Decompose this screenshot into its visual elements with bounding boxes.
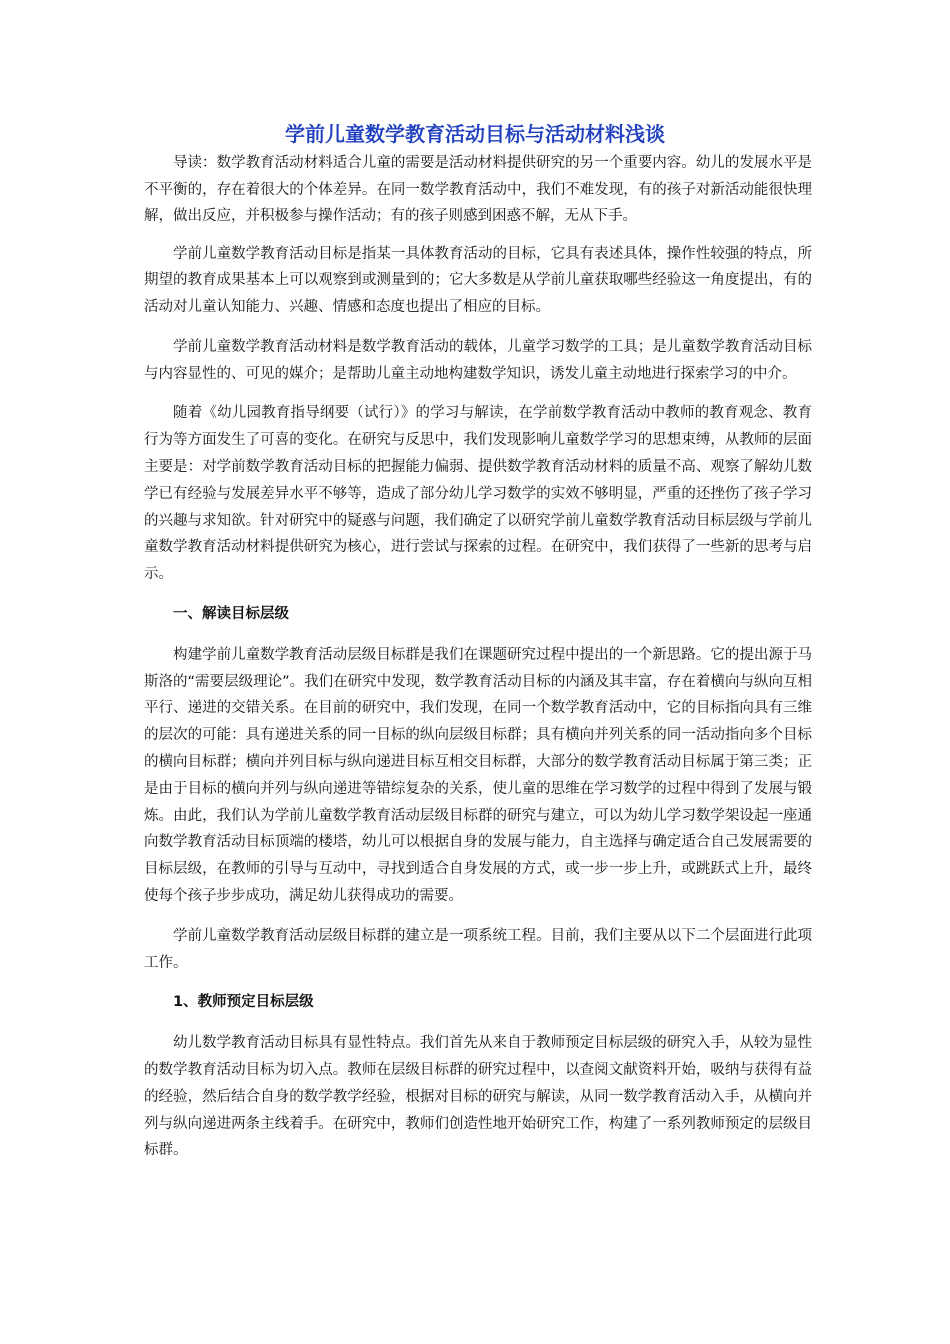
intro-paragraph: 导读：数学教育活动材料适合儿童的需要是活动材料提供研究的另一个重要内容。幼儿的发展水平是不平衡的，存在着很大的个体差异。在同一数学教育活动中，我们不难发现，有的孩子对新活动能很快理解，做出反应，并积极参与操作活动；有的孩子则感到困惑不解，无从下手。 xyxy=(144,155,812,224)
body-paragraph-goals: 学前儿童数学教育活动目标是指某一具体教育活动的目标，它具有表述具体，操作性较强的特点，所期望的教育成果基本上可以观察到或测量到的；它大多数是从学前儿童获取哪些经验这一角度提出，有的活动对儿童认知能力、兴趣、情感和态度也提出了相应的目标。 xyxy=(144,245,812,316)
section1-paragraph-1: 构建学前儿童数学教育活动层级目标群是我们在课题研究过程中提出的一个新思路。它的提出源于马斯洛的“需要层级理论”。我们在研究中发现，数学教育活动目标的内涵及其丰富，存在着横向与纵向互相平行、递进的交错关系。在目前的研究中，我们发现，在同一个数学教育活动中，它的目标指向具有三维的层次的可能：具有递进关系的同一目标的纵向层级目标群；具有横向并列关系的同一活动指向多个目标的横向目标群；横向并列目标与纵向递进目标互相交目标群，大部分的数学教育活动目标属于第三类；正是由于目标的横向并列与纵向递进等错综复杂的关系，使儿童的思维在学习数学的过程中得到了发展与锻炼。由此，我们认为学前儿童数学教育活动层级目标群的研究与建立，可以为幼儿学习数学架设起一座通向数学教育活动目标顶端的楼塔，幼儿可以根据自身的发展与能力，自主选择与确定适合自己发展需要的目标层级，在教师的引导与互动中，寻找到适合自身发展的方式，或一步一步上升，或跳跃式上升，最终使每个孩子步步成功，满足幼儿获得成功的需要。 xyxy=(144,646,812,905)
subsection1-paragraph-1: 幼儿数学教育活动目标具有显性特点。我们首先从来自于教师预定目标层级的研究入手，从较为显性的数学教育活动目标为切入点。教师在层级目标群的研究过程中，以查阅文献资料开始，吸纳与获得有益的经验，然后结合自身的数学教学经验，根据对目标的研究与解读，从同一数学教育活动入手，从横向并列与纵向递进两条主线着手。在研究中，教师们创造性地开始研究工作，构建了一系列教师预定的层级目标群。 xyxy=(144,1035,812,1159)
document-body xyxy=(144,150,812,1177)
section1-paragraph-2: 学前儿童数学教育活动层级目标群的建立是一项系统工程。目前，我们主要从以下二个层面进行此项工作。 xyxy=(144,927,812,971)
subsection-heading-1: 1、教师预定目标层级 xyxy=(173,994,314,1011)
document-title: 学前儿童数学教育活动目标与活动材料浅谈 xyxy=(285,122,665,146)
body-paragraph-guidelines: 随着《幼儿园教育指导纲要（试行）》的学习与解读，在学前数学教育活动中教师的教育观念、教育行为等方面发生了可喜的变化。在研究与反思中，我们发现影响儿童数学学习的思想束缚，从教师的层面主要是：对学前数学教育活动目标的把握能力偏弱、提供数学教育活动材料的质量不高、观察了解幼儿数学已有经验与发展差异水平不够等，造成了部分幼儿学习数学的实效不够明显，严重的还挫伤了孩子学习的兴趣与求知欲。针对研究中的疑惑与问题，我们确定了以研究学前儿童数学教育活动目标层级与学前儿童数学教育活动材料提供研究为核心，进行尝试与探索的过程。在研究中，我们获得了一些新的思考与启示。 xyxy=(144,405,812,583)
body-paragraph-materials: 学前儿童数学教育活动材料是数学教育活动的载体，儿童学习数学的工具；是儿童数学教育活动目标与内容显性的、可见的媒介；是帮助儿童主动地构建数学知识，诱发儿童主动地进行探索学习的中介。 xyxy=(144,338,812,382)
section-heading-1: 一、解读目标层级 xyxy=(173,606,289,623)
